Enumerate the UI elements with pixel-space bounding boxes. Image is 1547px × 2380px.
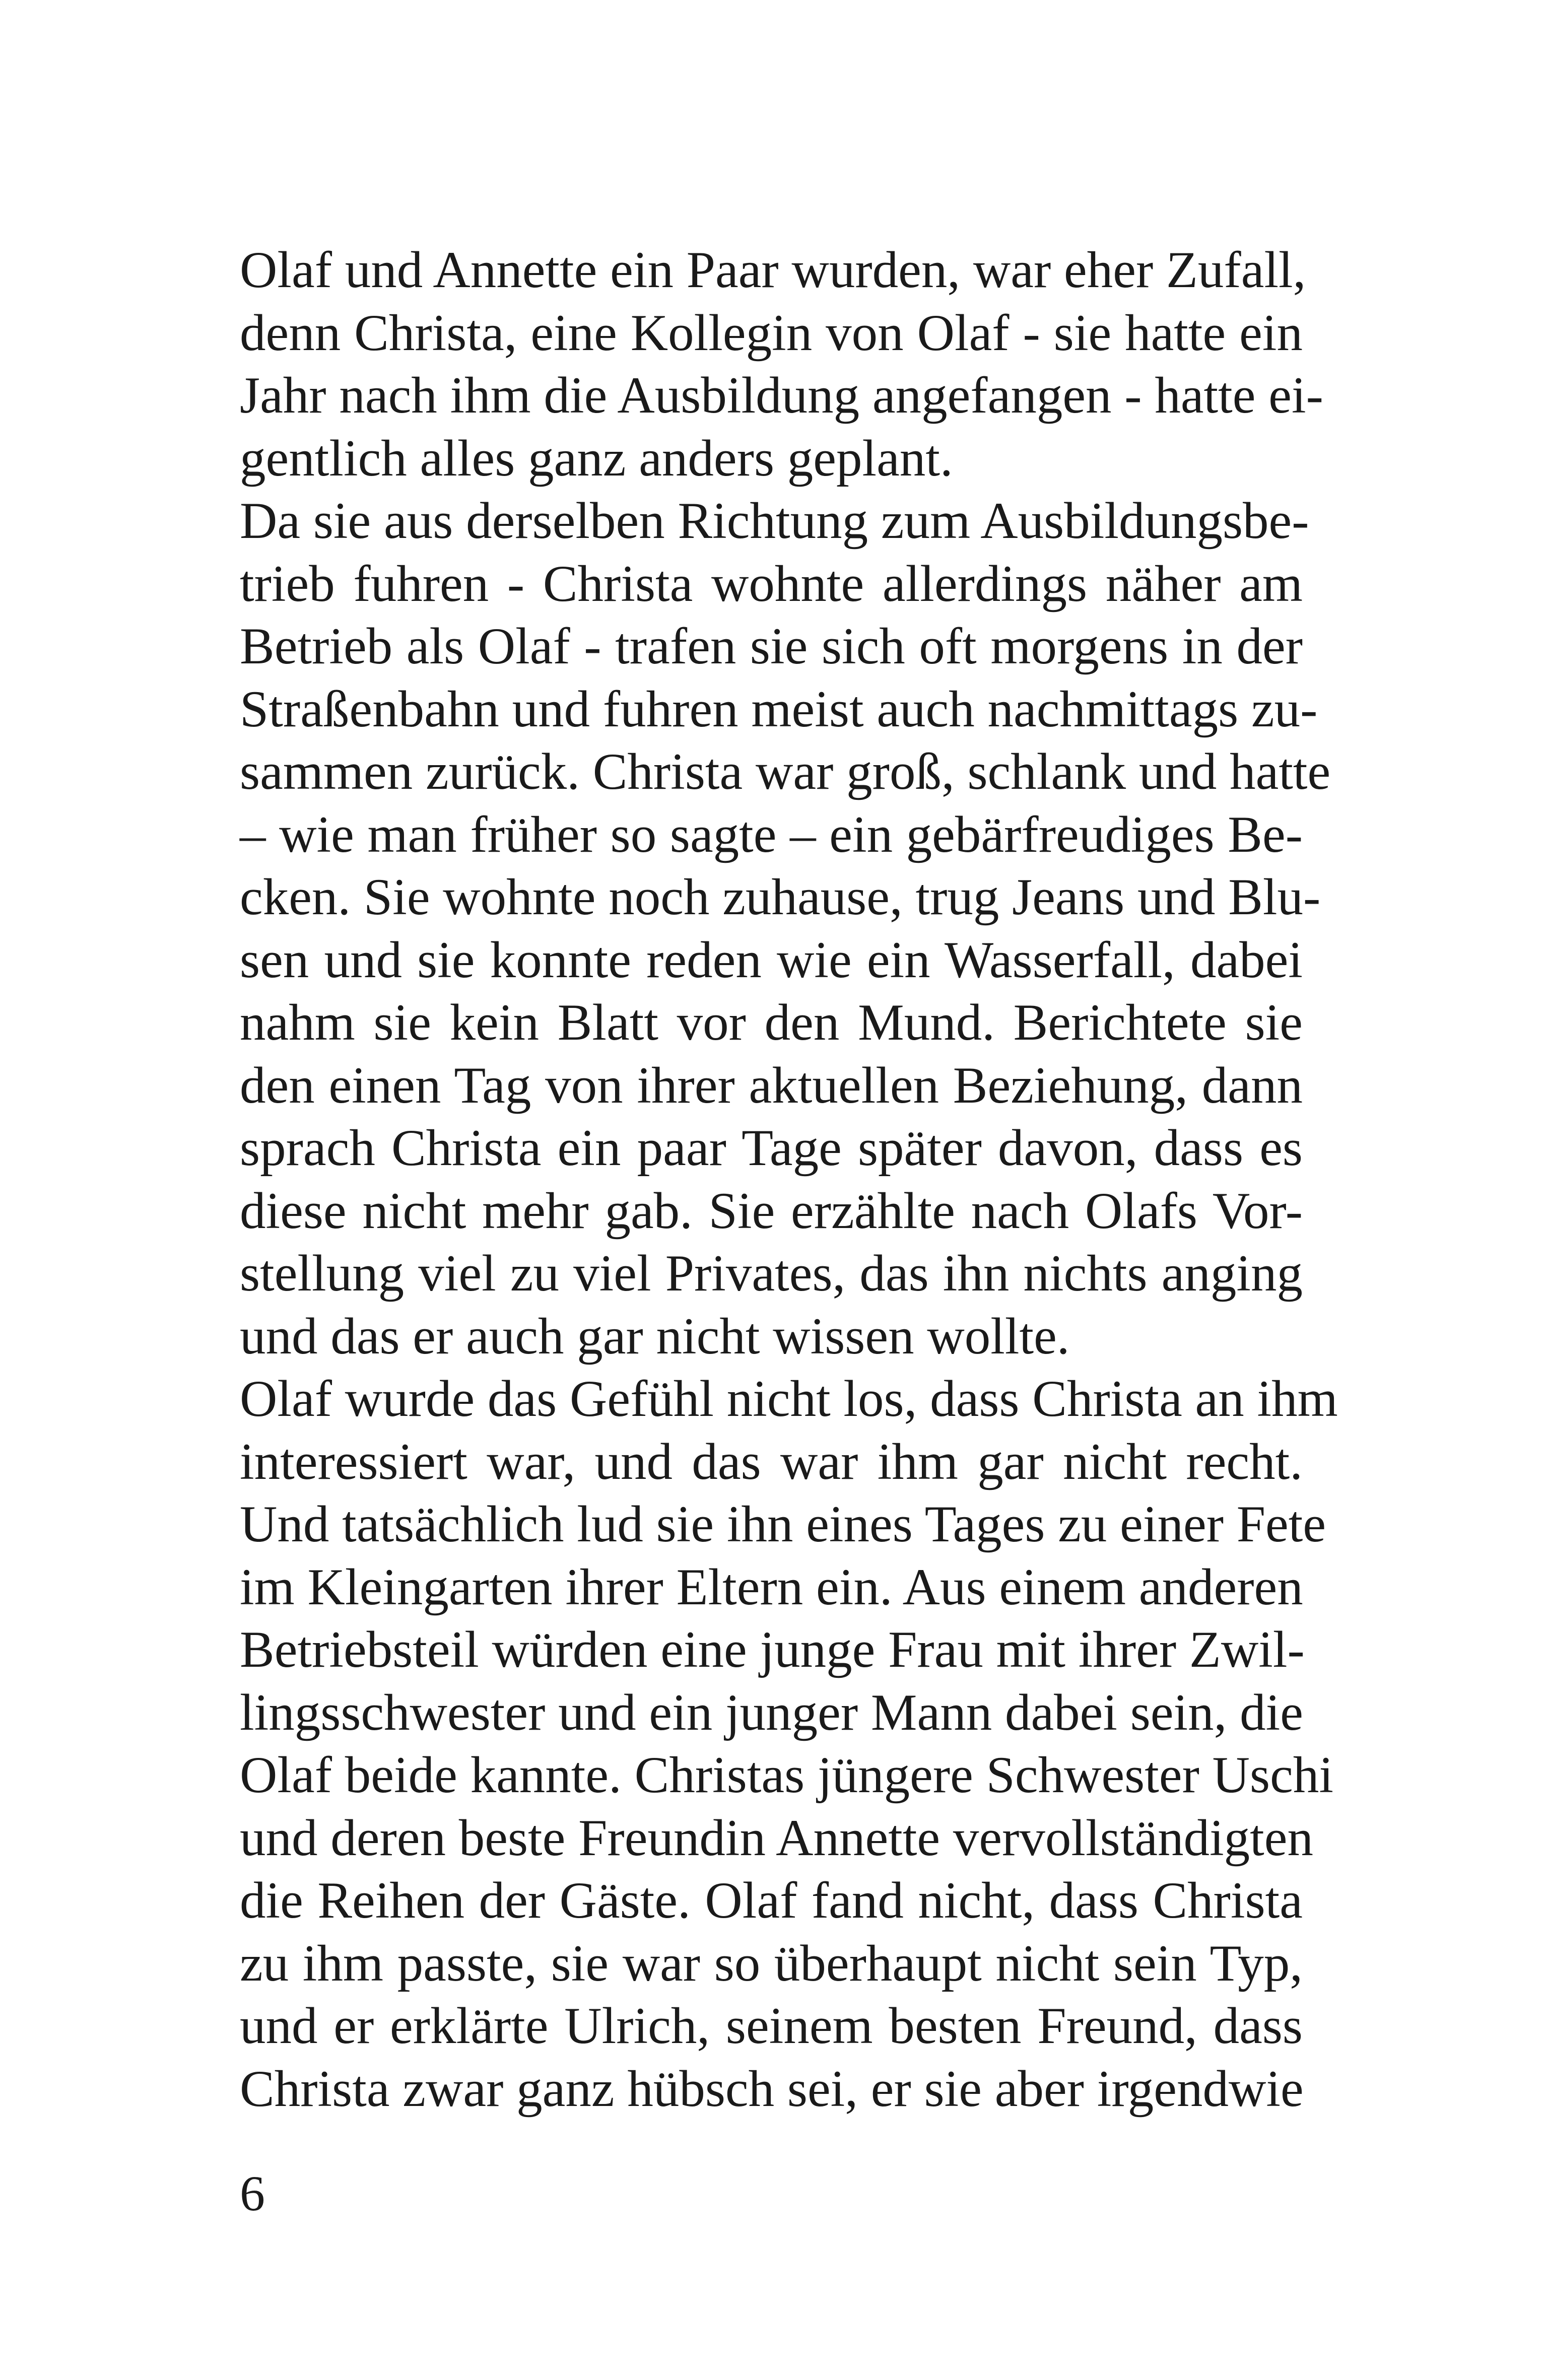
text-line: gentlich alles ganz anders geplant. — [240, 429, 953, 487]
text-line: Straßenbahn und fuhren meist auch nachmittags zu- — [240, 680, 1318, 738]
text-line: Olaf wurde das Gefühl nicht los, dass Christa an ihm — [240, 1370, 1338, 1427]
text-line: die Reihen der Gäste. Olaf fand nicht, dass Christa — [240, 1872, 1303, 1929]
text-line: im Kleingarten ihrer Eltern ein. Aus einem anderen — [240, 1558, 1303, 1616]
text-line: den einen Tag von ihrer aktuellen Beziehung, dann — [240, 1056, 1303, 1114]
text-line: zu ihm passte, sie war so überhaupt nicht sein Typ, — [240, 1934, 1303, 1992]
text-line: cken. Sie wohnte noch zuhause, trug Jeans und Blu- — [240, 868, 1321, 926]
text-line: sammen zurück. Christa war groß, schlank und hatte — [240, 743, 1331, 800]
text-line: diese nicht mehr gab. Sie erzählte nach Olafs Vor- — [240, 1182, 1303, 1240]
text-line: Christa zwar ganz hübsch sei, er sie aber irgendwie — [240, 2060, 1304, 2118]
text-line: und er erklärte Ulrich, seinem besten Freund, dass — [240, 1997, 1303, 2055]
text-line: und deren beste Freundin Annette vervollständigten — [240, 1809, 1314, 1867]
text-line: trieb fuhren - Christa wohnte allerdings näher am — [240, 555, 1303, 613]
text-line: Da sie aus derselben Richtung zum Ausbildungsbe- — [240, 492, 1309, 550]
text-line: Olaf beide kannte. Christas jüngere Schwester Uschi — [240, 1746, 1333, 1804]
text-line: – wie man früher so sagte – ein gebärfreudiges Be- — [240, 805, 1303, 863]
text-line: sprach Christa ein paar Tage später davon, dass es — [240, 1119, 1303, 1177]
text-line: Betrieb als Olaf - trafen sie sich oft morgens in der — [240, 618, 1303, 675]
page-number: 6 — [240, 2165, 265, 2221]
text-line: Betriebsteil würden eine junge Frau mit ihrer Zwil- — [240, 1621, 1305, 1678]
text-line: Und tatsächlich lud sie ihn eines Tages zu einer Fete — [240, 1495, 1326, 1553]
text-line: nahm sie kein Blatt vor den Mund. Berichtete sie — [240, 994, 1303, 1051]
body-text — [240, 239, 1338, 2120]
text-line: stellung viel zu viel Privates, das ihn nichts anging — [240, 1245, 1303, 1302]
text-line: sen und sie konnte reden wie ein Wasserfall, dabei — [240, 931, 1303, 989]
text-line: Jahr nach ihm die Ausbildung angefangen - hatte ei- — [240, 367, 1323, 424]
text-line: lingsschwester und ein junger Mann dabei sein, die — [240, 1683, 1303, 1741]
text-line: denn Christa, eine Kollegin von Olaf - sie hatte ein — [240, 304, 1303, 362]
text-line: Olaf und Annette ein Paar wurden, war eher Zufall, — [240, 241, 1306, 299]
text-line: interessiert war, und das war ihm gar nicht recht. — [240, 1433, 1303, 1490]
text-line: und das er auch gar nicht wissen wollte. — [240, 1307, 1070, 1365]
